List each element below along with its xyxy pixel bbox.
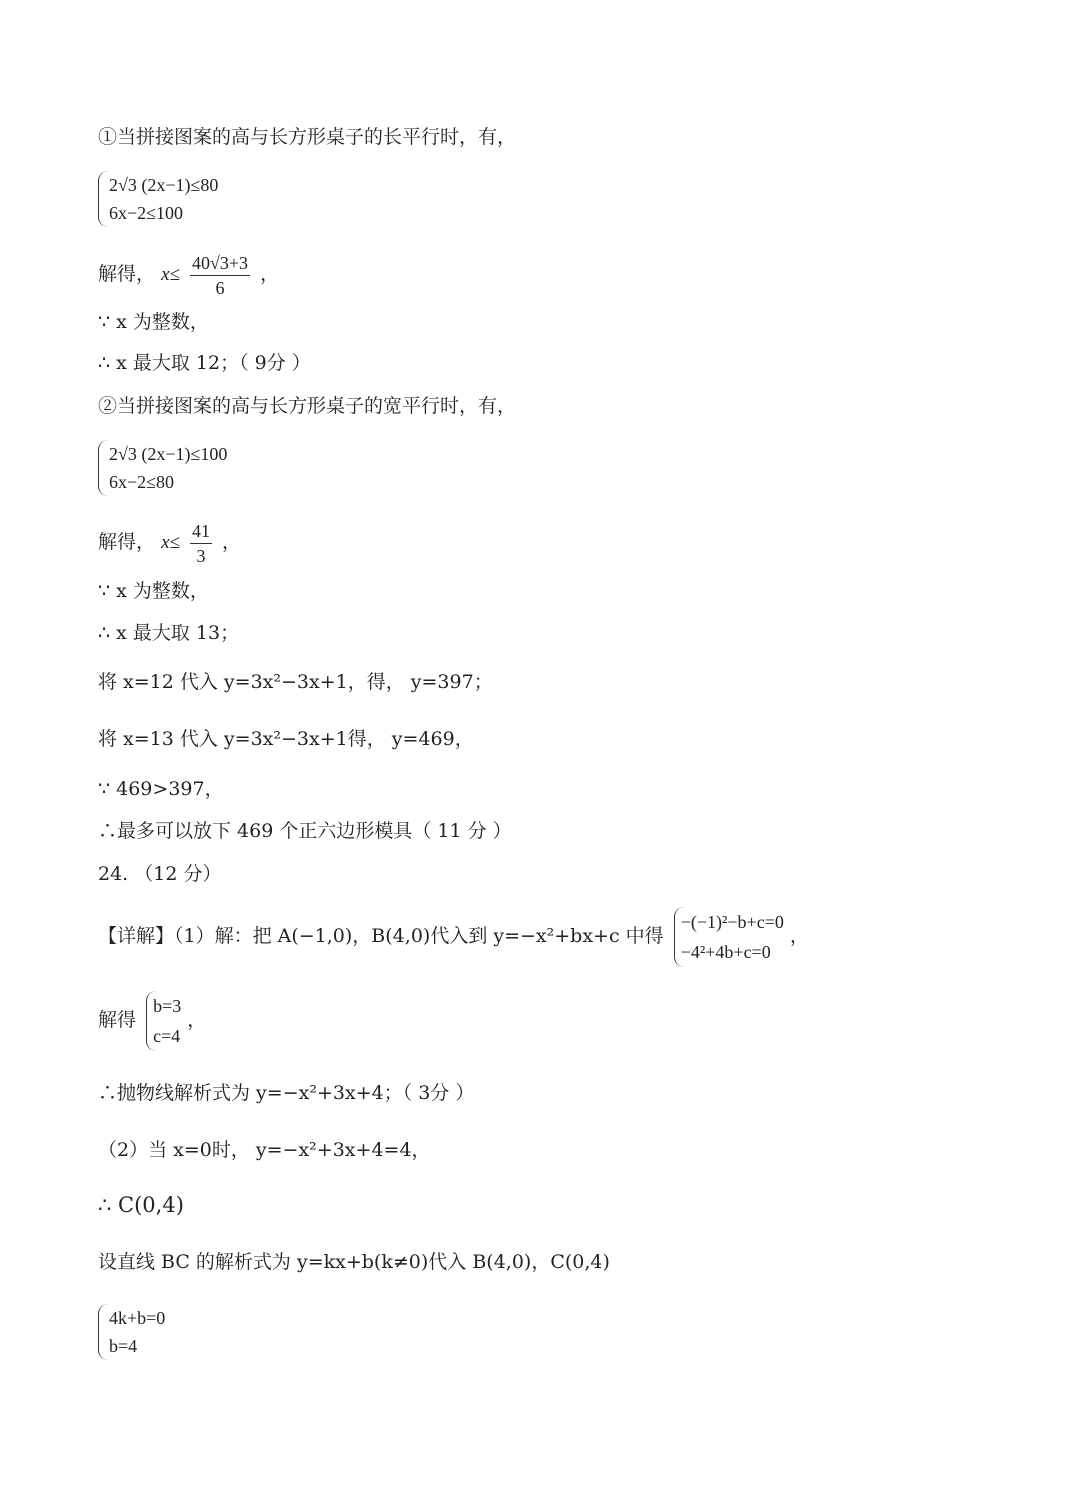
punctuation: ， <box>187 1009 207 1031</box>
equation: −4²+4b+c=0 <box>680 942 771 962</box>
equation-system <box>98 171 218 227</box>
punctuation: ， <box>260 263 280 285</box>
equation: 6x−2≤100 <box>109 203 184 223</box>
equation: −(−1)²−b+c=0 <box>680 912 784 932</box>
solution-line <box>98 516 241 568</box>
fraction-numerator: 40√3+3 <box>190 251 250 276</box>
solution-line <box>98 990 206 1050</box>
fraction <box>190 519 212 568</box>
text-line: ∵ 469>397， <box>98 778 224 800</box>
text-line: ∴ x 最大取 13； <box>98 622 240 644</box>
text-line: ∴抛物线解析式为 y=−x²+3x+4；（ 3分 ） <box>98 1082 475 1104</box>
fraction-denominator: 6 <box>215 277 225 298</box>
equation: b=3 <box>153 996 182 1016</box>
text-line: ∵ x 为整数， <box>98 580 209 602</box>
equation-system <box>674 907 784 967</box>
text-line: ②当拼接图案的高与长方形桌子的宽平行时，有， <box>98 395 517 417</box>
text-line: ∴最多可以放下 469 个正六边形模具（ 11 分 ） <box>98 820 512 842</box>
equation-system <box>146 991 181 1051</box>
equation: 4k+b=0 <box>109 1308 166 1328</box>
text-line: 将 x=13 代入 y=3x²−3x+1得， y=469， <box>98 728 474 750</box>
equation-system <box>98 440 227 496</box>
label: 解得， <box>98 263 156 285</box>
punctuation: ， <box>789 925 809 947</box>
text: 【详解】（1）解：把 A(−1,0)，B(4,0)代入到 y=−x²+bx+c 中得 <box>98 925 664 947</box>
equation: 2√3 (2x−1)≤100 <box>109 444 228 464</box>
label: 解得， <box>98 531 156 553</box>
question-number: 24. （12 分） <box>98 863 222 885</box>
punctuation: ， <box>222 531 242 553</box>
fraction-numerator: 41 <box>190 519 212 544</box>
inequality-lhs: x≤ <box>161 532 180 553</box>
equation: c=4 <box>153 1026 181 1046</box>
text-line: ①当拼接图案的高与长方形桌子的长平行时，有， <box>98 126 517 148</box>
inequality-lhs: x≤ <box>161 264 180 285</box>
text-line: ∴ C(0,4) <box>98 1193 184 1217</box>
text-line: 设直线 BC 的解析式为 y=kx+b(k≠0)代入 B(4,0)，C(0,4) <box>98 1251 610 1273</box>
solution-line <box>98 902 809 970</box>
equation-system <box>98 1304 165 1360</box>
label: 解得 <box>98 1009 137 1031</box>
solution-line <box>98 248 279 300</box>
equation: b=4 <box>109 1336 138 1356</box>
fraction <box>190 251 250 300</box>
text-line: ∴ x 最大取 12；（ 9分 ） <box>98 352 311 374</box>
text-line: ∵ x 为整数， <box>98 311 209 333</box>
equation: 2√3 (2x−1)≤80 <box>109 175 219 195</box>
equation: 6x−2≤80 <box>109 472 175 492</box>
text-line: （2）当 x=0时， y=−x²+3x+4=4， <box>98 1139 431 1161</box>
text-line: 将 x=12 代入 y=3x²−3x+1，得， y=397； <box>98 671 493 693</box>
fraction-denominator: 3 <box>196 545 206 566</box>
